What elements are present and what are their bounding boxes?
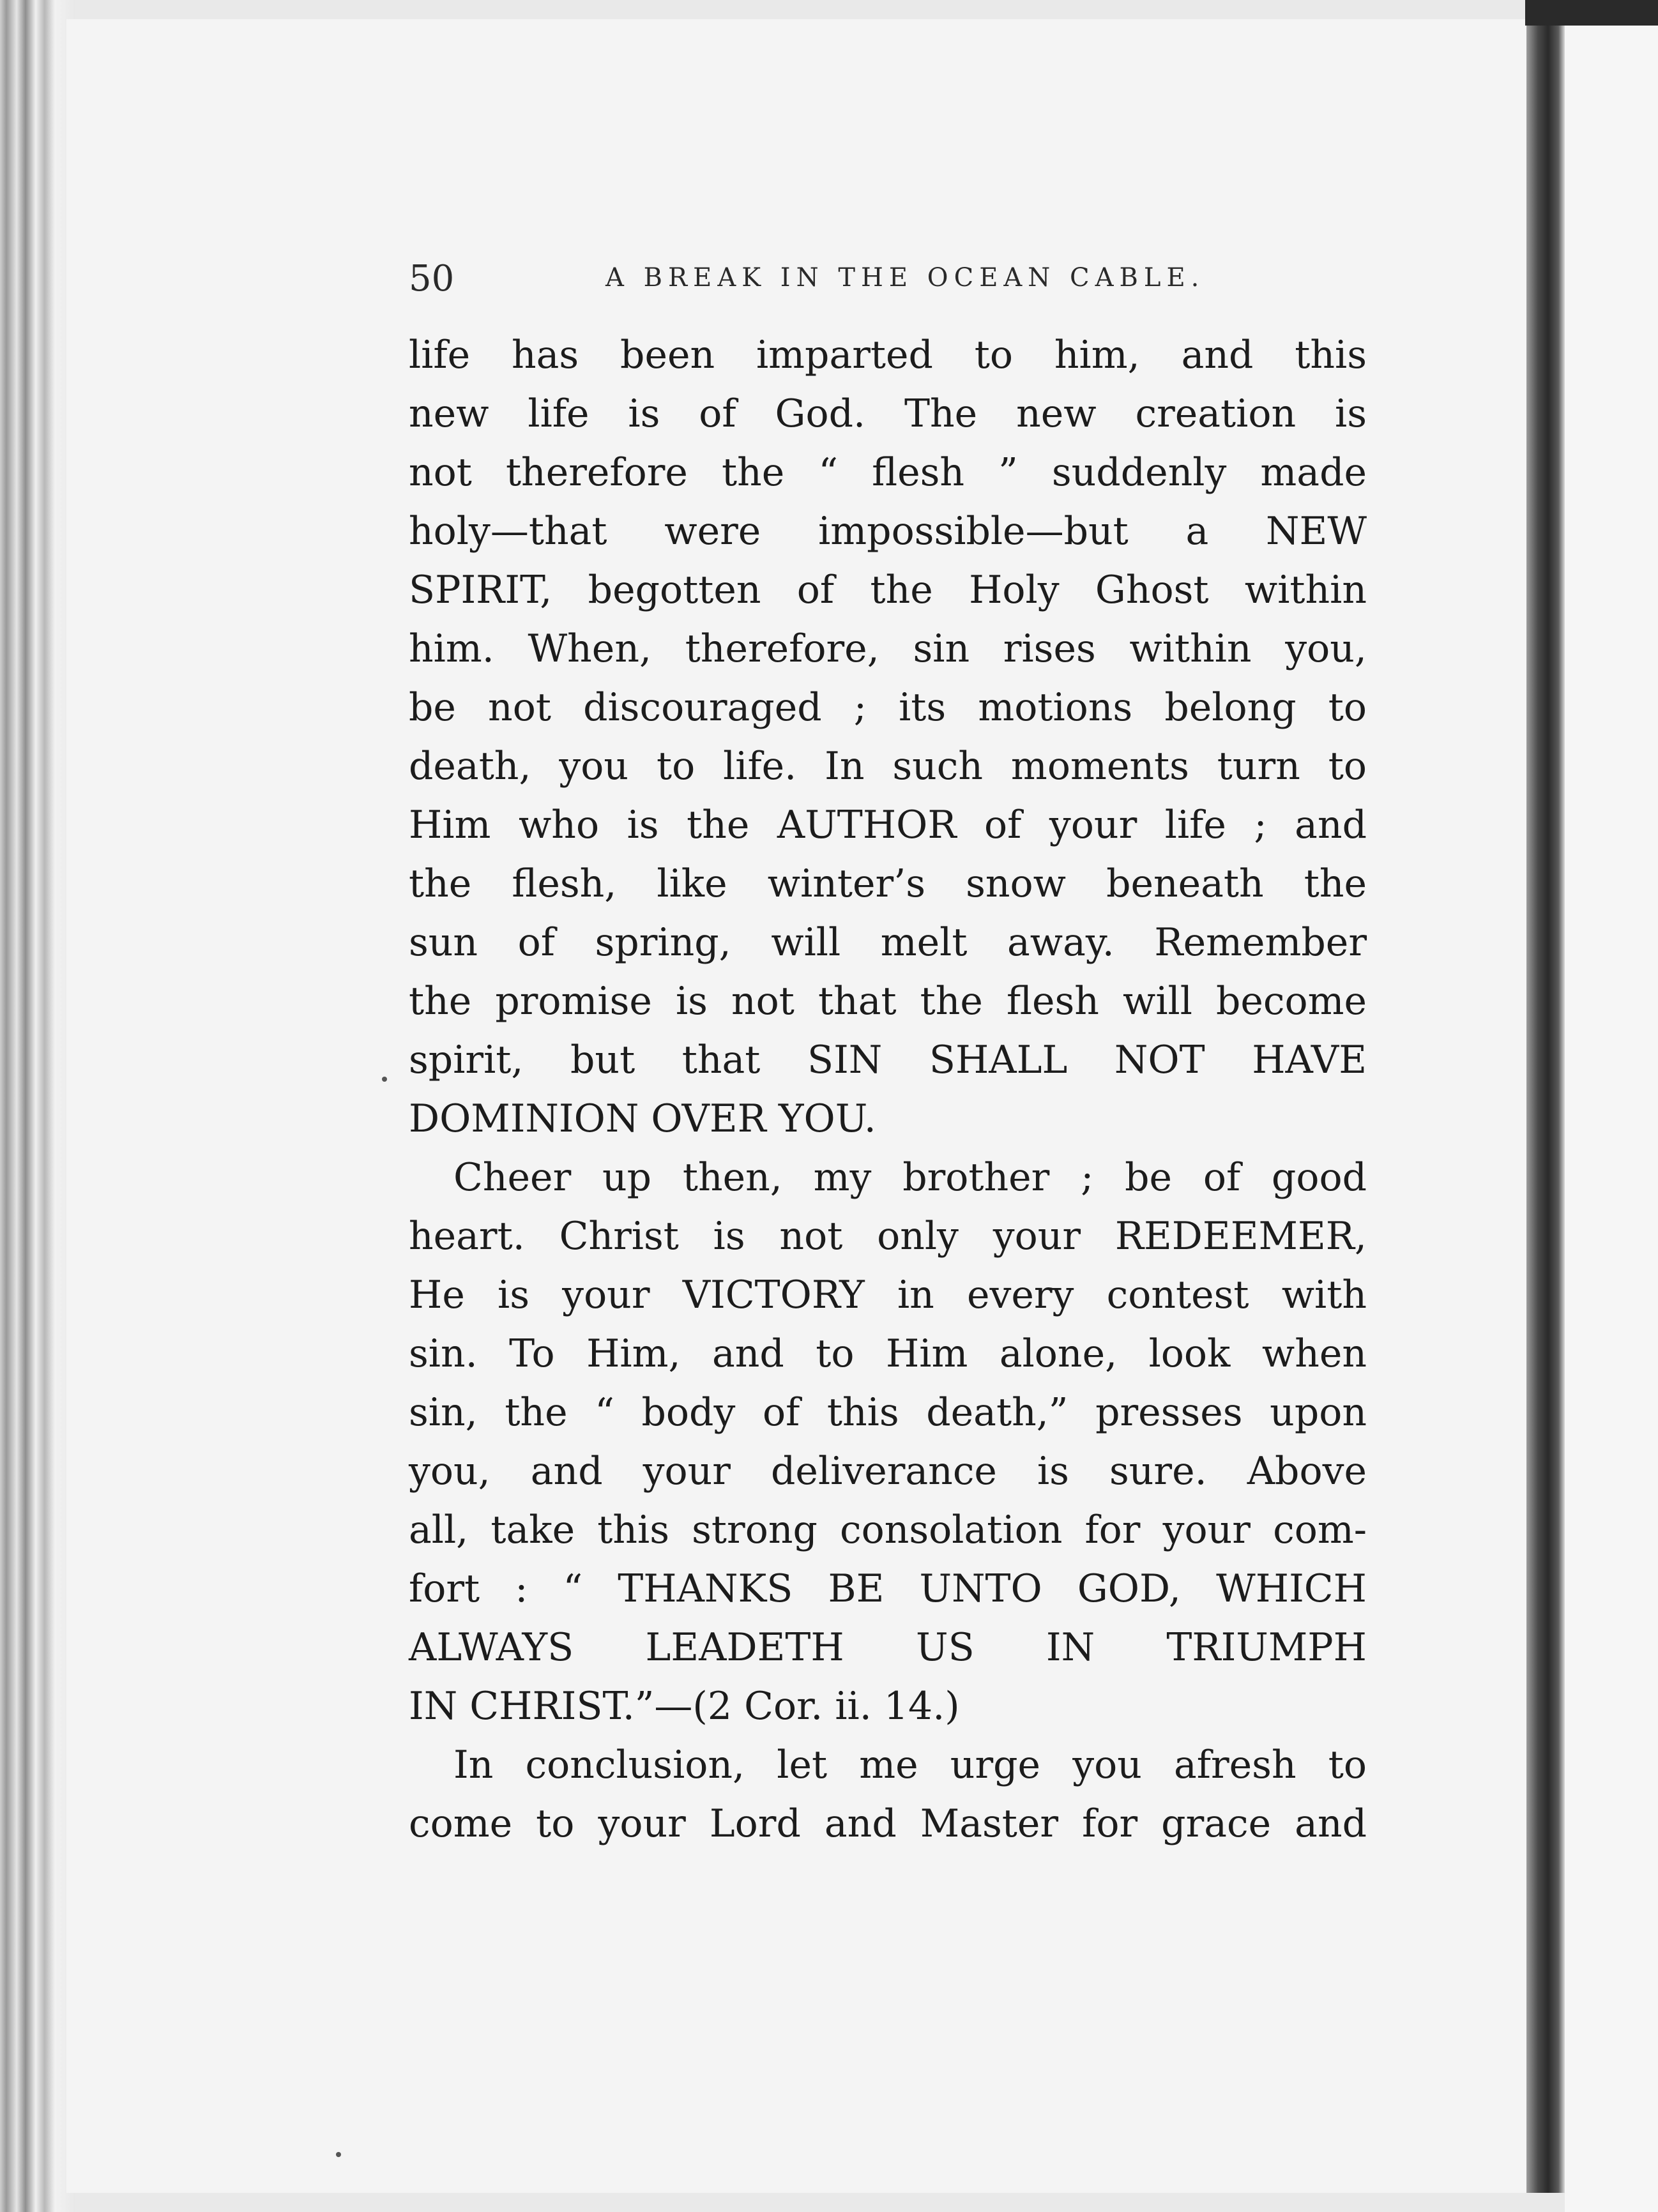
text-line: fort : “ THANKS BE UNTO GOD, WHICH [409,1566,1367,1611]
text-line: all, take this strong consolation for your com- [409,1508,1367,1552]
text-line: the promise is not that the flesh will become [409,979,1367,1024]
page-number: 50 [409,258,455,299]
text-line: SPIRIT, begotten of the Holy Ghost within [409,568,1367,612]
text-line: Cheer up then, my brother ; be of good [453,1155,1367,1200]
scan-top-corner [1525,0,1658,26]
text-line: In conclusion, let me urge you afresh to [453,1743,1367,1787]
text-line: sun of spring, will melt away. Remember [409,920,1367,965]
text-line: come to your Lord and Master for grace and [409,1801,1367,1846]
text-line: death, you to life. In such moments turn to [409,744,1367,789]
text-line: ALWAYS LEADETH US IN TRIUMPH [409,1625,1367,1670]
text-line: sin. To Him, and to Him alone, look when [409,1331,1367,1376]
paragraph [409,1148,1367,1736]
text-line: not therefore the “ flesh ” suddenly made [409,450,1367,495]
text-line: you, and your deliverance is sure. Above [409,1449,1367,1494]
paragraph [409,1736,1367,1853]
text-line: holy—that were impossible—but a NEW [409,509,1367,554]
text-line: spirit, but that SIN SHALL NOT HAVE [409,1038,1367,1082]
scan-left-edge [0,0,75,2212]
scan-speck [336,2152,341,2157]
text-line: Him who is the AUTHOR of your life ; and [409,803,1367,847]
scan-speck [382,1077,387,1082]
paragraph [409,326,1367,1148]
running-head [409,258,1367,309]
text-line: He is your VICTORY in every contest with [409,1273,1367,1317]
text-line: sin, the “ body of this death,” presses upon [409,1390,1367,1435]
text-line: DOMINION OVER YOU. [409,1096,876,1141]
text-line: him. When, therefore, sin rises within you, [409,626,1367,671]
text-line: be not discouraged ; its motions belong to [409,685,1367,730]
body-text [409,326,1367,1853]
text-line: heart. Christ is not only your REDEEMER, [409,1214,1367,1259]
text-line: life has been imparted to him, and this [409,333,1367,377]
text-line: IN CHRIST.”—(2 Cor. ii. 14.) [409,1684,960,1729]
scan-right-margin [1565,0,1658,2212]
text-line: new life is of God. The new creation is [409,391,1367,436]
running-title: A BREAK IN THE OCEAN CABLE. [605,263,1205,292]
book-gutter-shadow [1526,19,1565,2193]
text-line: the flesh, like winter’s snow beneath the [409,861,1367,906]
